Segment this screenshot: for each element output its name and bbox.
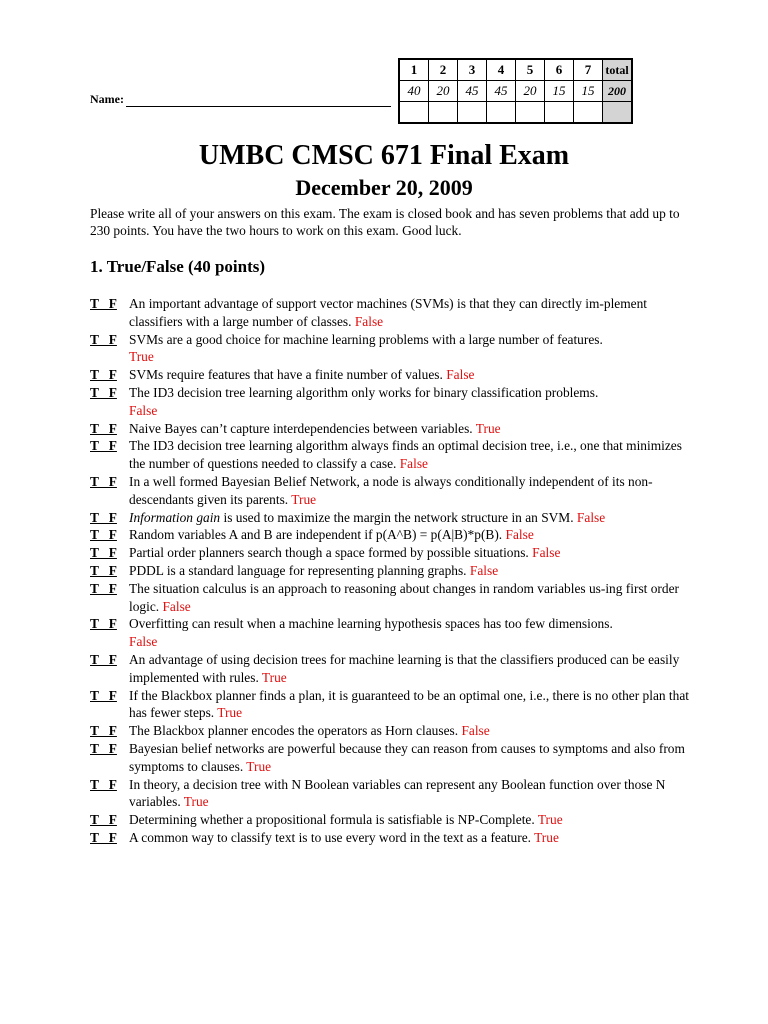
answer-key: False xyxy=(399,456,428,472)
tf-question xyxy=(90,562,690,580)
score-table-points-cell: 45 xyxy=(458,81,487,102)
score-table-score-cell[interactable] xyxy=(487,102,516,124)
question-text xyxy=(129,776,690,812)
true-false-choice[interactable]: T F xyxy=(90,438,117,454)
score-table-score-cell[interactable] xyxy=(399,102,429,124)
name-blank-line[interactable] xyxy=(126,94,391,107)
question-body: The ID3 decision tree learning algorithm always finds an optimal decision tree, i.e., one that minimizes the number of questions needed to classify a case. xyxy=(129,438,682,472)
score-table-score-cell[interactable] xyxy=(516,102,545,124)
answer-key: False xyxy=(354,313,384,329)
score-table-points-cell: 15 xyxy=(574,81,603,102)
true-false-choice[interactable]: T F xyxy=(90,687,117,703)
true-false-choice[interactable]: T F xyxy=(90,331,117,347)
answer-key: True xyxy=(129,349,154,365)
question-text xyxy=(129,366,690,384)
score-table-score-cell[interactable] xyxy=(429,102,458,124)
question-text xyxy=(129,811,690,829)
question-body: A common way to classify text is to use every word in the text as a feature. xyxy=(129,829,531,845)
answer-key: True xyxy=(537,812,563,828)
true-false-choice[interactable]: T F xyxy=(90,562,117,578)
question-text xyxy=(129,722,690,740)
name-field[interactable] xyxy=(90,92,391,107)
score-table-score-cell[interactable] xyxy=(458,102,487,124)
score-table-label-cell: 6 xyxy=(545,59,574,81)
question-text xyxy=(129,740,690,776)
question-body: PDDL is a standard language for representing planning graphs. xyxy=(129,562,467,578)
question-body: An advantage of using decision trees for machine learning is that the classifiers produced can be easily implemented with rules. xyxy=(129,651,680,685)
answer-key: False xyxy=(461,723,490,739)
question-text xyxy=(129,437,690,473)
true-false-choice[interactable]: T F xyxy=(90,651,117,667)
question-text xyxy=(129,562,690,580)
question-body: Partial order planners search though a space formed by possible situations. xyxy=(129,545,529,561)
question-text xyxy=(129,651,690,687)
tf-question xyxy=(90,615,690,651)
name-label: Name: xyxy=(90,92,124,106)
question-body: The situation calculus is an approach to reasoning about changes in random variables us-ing first order logic. xyxy=(129,580,679,614)
score-table-score-row xyxy=(399,102,632,124)
score-table-label-cell: 1 xyxy=(399,59,429,81)
true-false-choice[interactable]: T F xyxy=(90,384,117,400)
question-body: In a well formed Bayesian Belief Network, a node is always conditionally independent of its non-descendants given its parents. xyxy=(129,473,653,507)
tf-question xyxy=(90,420,690,438)
tf-question xyxy=(90,651,690,687)
question-body: The Blackbox planner encodes the operators as Horn clauses. xyxy=(129,723,459,739)
tf-question xyxy=(90,331,690,367)
tf-question xyxy=(90,829,690,847)
true-false-choice[interactable]: T F xyxy=(90,367,117,383)
question-body: An important advantage of support vector machines (SVMs) is that they can directly im-plement classifiers with a large number of classes. xyxy=(129,296,648,329)
question-text xyxy=(129,615,690,651)
score-table-label-cell: 3 xyxy=(458,59,487,81)
question-text xyxy=(129,295,690,331)
answer-key: True xyxy=(183,794,209,810)
true-false-choice[interactable]: T F xyxy=(90,473,117,489)
question-emphasis: Information gain xyxy=(129,509,221,525)
tf-question xyxy=(90,544,690,562)
score-table-points-cell: 20 xyxy=(516,81,545,102)
score-table-label-cell: 7 xyxy=(574,59,603,81)
true-false-choice[interactable]: T F xyxy=(90,296,117,311)
true-false-choice[interactable]: T F xyxy=(90,545,117,561)
score-table-score-cell[interactable] xyxy=(545,102,574,124)
score-table-label-cell: 5 xyxy=(516,59,545,81)
question-text xyxy=(129,331,690,367)
answer-key: True xyxy=(261,669,287,685)
answer-key: False xyxy=(469,562,499,578)
tf-question xyxy=(90,811,690,829)
score-table-points-cell: 15 xyxy=(545,81,574,102)
score-table-points-cell: 20 xyxy=(429,81,458,102)
exam-date: December 20, 2009 xyxy=(295,175,473,200)
answer-key: False xyxy=(129,634,158,650)
answer-key: True xyxy=(291,491,317,507)
question-body: The ID3 decision tree learning algorithm only works for binary classification problems. xyxy=(129,384,599,400)
question-text xyxy=(129,687,690,723)
exam-title: UMBC CMSC 671 Final Exam xyxy=(198,140,570,171)
tf-question xyxy=(90,509,690,527)
true-false-choice[interactable]: T F xyxy=(90,740,117,756)
true-false-choice[interactable]: T F xyxy=(90,420,117,436)
score-table-points-cell: 200 xyxy=(603,81,633,102)
question-body: Bayesian belief networks are powerful because they can reason from causes to symptoms and also from symptoms to clauses. xyxy=(129,740,685,774)
tf-question xyxy=(90,526,690,544)
question-body: SVMs are a good choice for machine learning problems with a large number of features. xyxy=(129,331,603,347)
score-table-points-cell: 45 xyxy=(487,81,516,102)
question-body: SVMs require features that have a finite number of values. xyxy=(129,367,443,383)
answer-key: True xyxy=(534,829,559,845)
question-text xyxy=(129,580,690,616)
true-false-choice[interactable]: T F xyxy=(90,723,117,739)
score-table-score-cell[interactable] xyxy=(574,102,603,124)
score-table-total-cell xyxy=(603,102,633,124)
tf-question xyxy=(90,437,690,473)
answer-key: False xyxy=(505,527,534,543)
question-body: In theory, a decision tree with N Boolean variables can represent any Boolean function over those N variables. xyxy=(129,776,666,810)
score-table-points-cell: 40 xyxy=(399,81,429,102)
answer-key: True xyxy=(475,420,501,436)
true-false-choice[interactable]: T F xyxy=(90,776,117,792)
question-list xyxy=(90,295,690,847)
question-body: Random variables A and B are independent if p(A^B) = p(A|B)*p(B). xyxy=(129,527,503,543)
score-table-label-cell: 4 xyxy=(487,59,516,81)
tf-question xyxy=(90,295,690,331)
question-text xyxy=(129,420,690,438)
tf-question xyxy=(90,740,690,776)
answer-key: True xyxy=(217,705,243,721)
question-text xyxy=(129,509,690,527)
true-false-choice[interactable]: T F xyxy=(90,527,117,543)
tf-question xyxy=(90,473,690,509)
true-false-choice[interactable]: T F xyxy=(90,580,117,596)
true-false-choice[interactable]: T F xyxy=(90,509,117,525)
answer-key: False xyxy=(129,402,158,418)
question-text xyxy=(129,544,690,562)
score-table-question-row xyxy=(399,59,632,81)
tf-question xyxy=(90,366,690,384)
question-body: Naive Bayes can’t capture interdependencies between variables. xyxy=(129,420,473,436)
answer-key: False xyxy=(532,545,561,561)
tf-question xyxy=(90,722,690,740)
tf-question xyxy=(90,687,690,723)
answer-key: True xyxy=(246,758,272,774)
question-text xyxy=(129,473,690,509)
answer-key: False xyxy=(446,367,475,383)
tf-question xyxy=(90,580,690,616)
true-false-choice[interactable]: T F xyxy=(90,829,117,845)
score-table-points-row xyxy=(399,81,632,102)
tf-question xyxy=(90,776,690,812)
score-table xyxy=(398,58,633,124)
answer-key: False xyxy=(162,598,191,614)
tf-question xyxy=(90,384,690,420)
score-table-label-cell: 2 xyxy=(429,59,458,81)
question-body: If the Blackbox planner finds a plan, it is guaranteed to be an optimal one, i.e., there is no other plan that has fewer steps. xyxy=(129,687,690,721)
true-false-choice[interactable]: T F xyxy=(90,812,117,828)
question-text xyxy=(129,526,690,544)
question-text xyxy=(129,384,690,420)
question-body: is used to maximize the margin the network structure in an SVM. xyxy=(220,509,574,525)
question-body: Overfitting can result when a machine learning hypothesis spaces has too few dimensions. xyxy=(129,616,613,632)
section-title: 1. True/False (40 points) xyxy=(90,257,266,276)
question-text xyxy=(129,829,690,847)
answer-key: False xyxy=(576,509,606,525)
exam-instructions: Please write all of your answers on this exam. The exam is closed book and has seven problems that add up to 230 points. You have the two hours to work on this exam. Good luck. xyxy=(90,206,680,238)
question-body: Determining whether a propositional formula is satisfiable is NP-Complete. xyxy=(129,812,535,828)
true-false-choice[interactable]: T F xyxy=(90,616,117,632)
score-table-label-cell: total xyxy=(603,59,633,81)
